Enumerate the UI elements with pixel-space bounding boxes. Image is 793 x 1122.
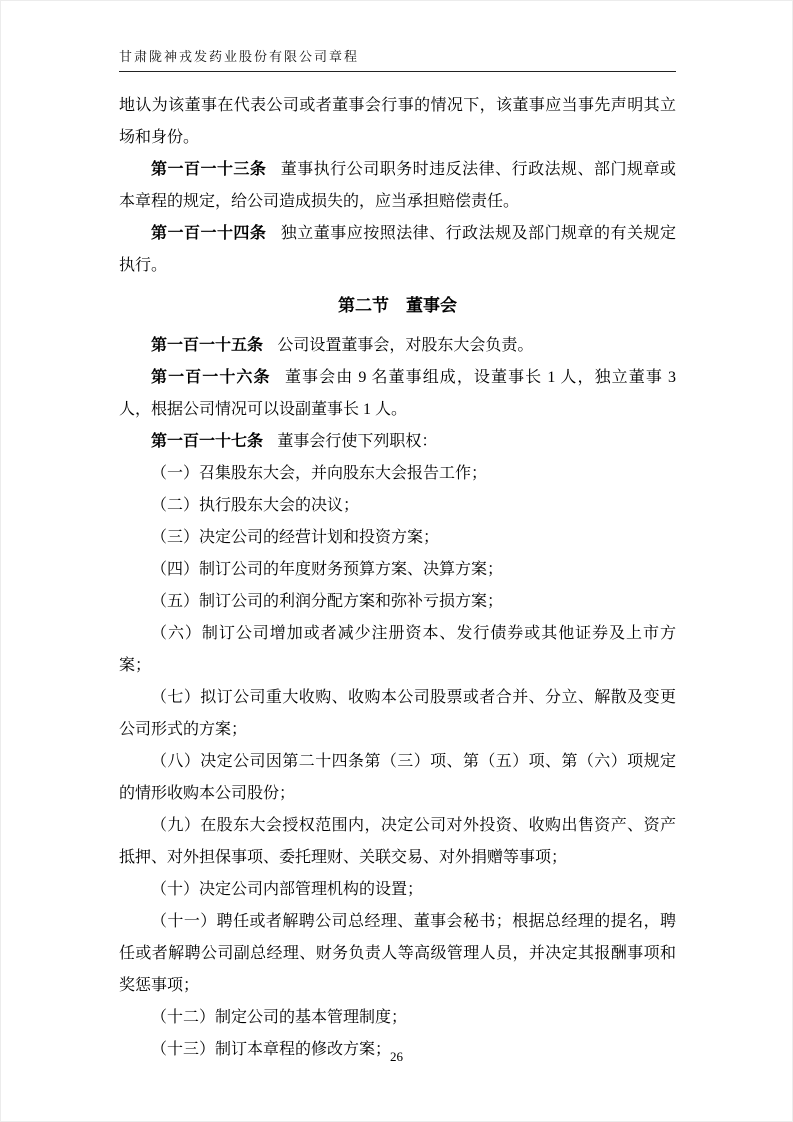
list-item-7: （七）拟订公司重大收购、收购本公司股票或者合并、分立、解散及变更公司形式的方案；	[119, 689, 676, 738]
section-heading: 第二节 董事会	[338, 296, 457, 315]
paragraph-article-114	[119, 218, 676, 282]
paragraph-article-115	[119, 330, 676, 362]
article-text: 董事会由 9 名董事组成，设董事长 1 人，独立董事 3 人，根据公司情况可以设副董事长 1 人。	[119, 369, 676, 418]
list-item-8: （八）决定公司因第二十四条第（三）项、第（五）项、第（六）项规定的情形收购本公司股份；	[119, 753, 676, 802]
list-item-3: （三）决定公司的经营计划和投资方案；	[151, 529, 440, 546]
paragraph-article-113	[119, 154, 676, 218]
list-item-6: （六）制订公司增加或者减少注册资本、发行债券或其他证券及上市方案；	[119, 625, 676, 674]
article-number: 第一百一十四条	[151, 225, 267, 242]
article-text: 董事执行公司职务时违反法律、行政法规、部门规章或本章程的规定，给公司造成损失的，应当承担赔偿责任。	[119, 161, 676, 210]
article-number: 第一百一十三条	[151, 161, 267, 178]
paragraph-continuation: 地认为该董事在代表公司或者董事会行事的情况下，该董事应当事先声明其立场和身份。	[119, 97, 676, 146]
list-item-12: （十二）制定公司的基本管理制度；	[151, 1009, 408, 1026]
list-item-10: （十）决定公司内部管理机构的设置；	[151, 881, 424, 898]
list-item-9: （九）在股东大会授权范围内，决定公司对外投资、收购出售资产、资产抵押、对外担保事项、委托理财、关联交易、对外捐赠等事项；	[119, 817, 676, 866]
list-item-5: （五）制订公司的利润分配方案和弥补亏损方案；	[151, 593, 504, 610]
list-item-1: （一）召集股东大会，并向股东大会报告工作；	[151, 465, 488, 482]
article-text: 董事会行使下列职权：	[277, 433, 438, 450]
document-header-title: 甘肃陇神戎发药业股份有限公司章程	[119, 49, 360, 64]
document-body	[119, 90, 676, 1066]
article-number: 第一百一十七条	[151, 433, 264, 450]
list-item-4: （四）制订公司的年度财务预算方案、决算方案；	[151, 561, 504, 578]
article-text: 独立董事应按照法律、行政法规及部门规章的有关规定执行。	[119, 225, 676, 274]
list-item-13: （十三）制订本章程的修改方案；	[151, 1041, 392, 1058]
page-footer	[0, 1048, 793, 1066]
article-number: 第一百一十六条	[151, 369, 271, 386]
article-number: 第一百一十五条	[151, 337, 264, 354]
list-item-2: （二）执行股东大会的决议；	[151, 497, 360, 514]
paragraph-article-117	[119, 426, 676, 458]
header-divider	[119, 71, 676, 72]
paragraph-article-116	[119, 362, 676, 426]
page-header	[119, 46, 676, 72]
page-number: 26	[390, 1049, 403, 1064]
article-text: 公司设置董事会，对股东大会负责。	[277, 337, 534, 354]
list-item-11: （十一）聘任或者解聘公司总经理、董事会秘书；根据总经理的提名，聘任或者解聘公司副总经理、财务负责人等高级管理人员，并决定其报酬事项和奖惩事项；	[119, 913, 676, 994]
